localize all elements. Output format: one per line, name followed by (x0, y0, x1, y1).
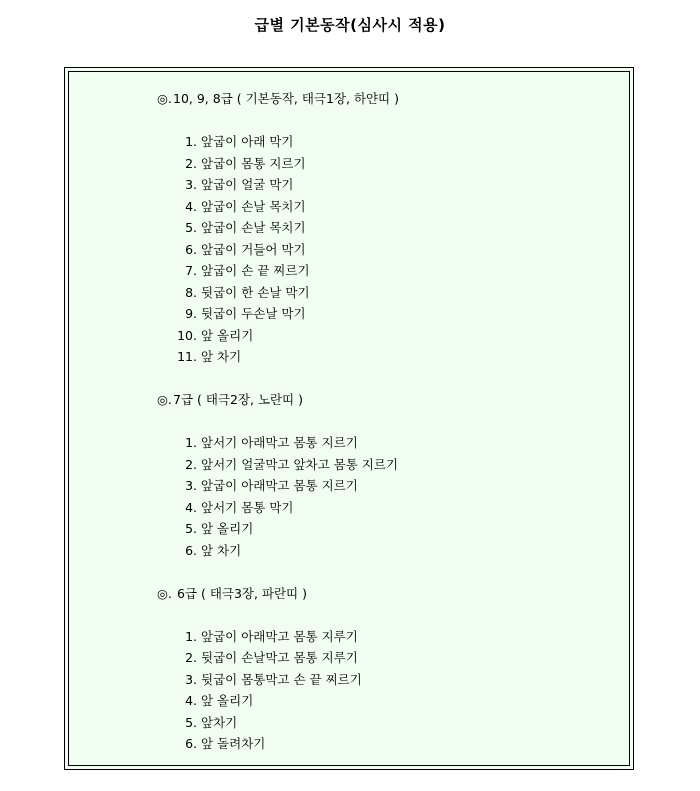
list-item-text: 뒷굽이 손날막고 몸통 지루기 (201, 650, 358, 665)
list-item (157, 282, 399, 304)
list-item (157, 497, 399, 519)
list-item (157, 669, 399, 691)
list-item-number: 6. (185, 241, 197, 257)
list-item-number: 10. (177, 327, 197, 343)
list-item (157, 260, 399, 282)
list-item-number: 6. (185, 736, 197, 751)
list-item-number: 6. (185, 542, 197, 558)
list-item-text: 앞굽이 손날 목치기 (201, 220, 306, 235)
list-item-number: 1. (185, 435, 197, 450)
list-item-text: 앞 차기 (201, 349, 242, 364)
list-item-text: 앞 차기 (201, 542, 242, 558)
list-item-text: 앞굽이 거들어 막기 (201, 241, 306, 257)
content-box (64, 67, 634, 770)
list-item-number: 3. (185, 177, 197, 192)
list-item-text: 앞굽이 아래 막기 (201, 134, 294, 149)
section-bullet-icon: ◎. (157, 585, 172, 601)
list-item-text: 뒷굽이 두손날 막기 (201, 306, 306, 321)
section-heading (157, 389, 399, 411)
list-item-text: 앞 올리기 (201, 521, 254, 536)
section-heading-text: 10, 9, 8급 ( 기본동작, 태극1장, 하얀띠 ) (173, 91, 400, 106)
list-item-text: 뒷굽이 몸통막고 손 끝 찌르기 (201, 671, 362, 687)
list-item (157, 346, 399, 368)
list-item-number: 8. (185, 284, 197, 300)
list-item-text: 앞서기 아래막고 몸통 지르기 (201, 435, 358, 450)
list-item-number: 3. (185, 671, 197, 687)
list-item-number: 5. (185, 714, 197, 730)
list-item (157, 733, 399, 755)
list-item-text: 앞 올리기 (201, 327, 254, 343)
section-bullet-icon: ◎. (157, 392, 172, 407)
list-item-text: 앞차기 (201, 714, 238, 730)
section-heading (157, 583, 399, 605)
list-item-text: 앞서기 얼굴막고 앞차고 몸통 지르기 (201, 456, 399, 472)
list-item-number: 2. (185, 155, 197, 171)
list-item (157, 196, 399, 218)
list-item (157, 303, 399, 325)
list-item-number: 11. (177, 349, 197, 364)
list-item (157, 239, 399, 261)
list-item (157, 626, 399, 648)
section-heading-text: 7급 ( 태극2장, 노란띠 ) (173, 392, 304, 407)
list-item-number: 4. (185, 693, 197, 708)
section-bullet-icon: ◎. (157, 91, 172, 106)
list-item-text: 뒷굽이 한 손날 막기 (201, 284, 310, 300)
section-list (157, 88, 399, 755)
list-item (157, 454, 399, 476)
list-item-text: 앞굽이 몸통 지르기 (201, 155, 306, 171)
list-item-text: 앞굽이 아래막고 몸통 지르기 (201, 478, 358, 493)
list-item (157, 712, 399, 734)
list-item (157, 131, 399, 153)
list-item (157, 690, 399, 712)
list-item (157, 325, 399, 347)
list-item (157, 647, 399, 669)
list-item-text: 앞서기 몸통 막기 (201, 499, 294, 515)
list-item-number: 1. (185, 628, 197, 644)
list-item-text: 앞굽이 얼굴 막기 (201, 177, 294, 192)
list-item-number: 1. (185, 134, 197, 149)
list-item (157, 475, 399, 497)
list-item (157, 518, 399, 540)
list-item-text: 앞굽이 아래막고 몸통 지루기 (201, 628, 358, 644)
list-item (157, 432, 399, 454)
list-item-number: 5. (185, 521, 197, 536)
list-item-number: 3. (185, 478, 197, 493)
section-heading-text: 6급 ( 태극3장, 파란띠 ) (173, 585, 308, 601)
list-item (157, 540, 399, 562)
list-item-number: 5. (185, 220, 197, 235)
list-item-text: 앞 돌려차기 (201, 736, 266, 751)
list-item-number: 7. (185, 263, 197, 278)
list-item (157, 174, 399, 196)
list-item-number: 4. (185, 499, 197, 515)
list-item-number: 2. (185, 456, 197, 472)
section-heading (157, 88, 399, 110)
list-item-text: 앞굽이 손 끝 찌르기 (201, 263, 310, 278)
list-item-number: 2. (185, 650, 197, 665)
list-item-number: 9. (185, 306, 197, 321)
list-item-text: 앞 올리기 (201, 693, 254, 708)
page-title: 급별 기본동작(심사시 적용) (254, 16, 446, 34)
list-item-number: 4. (185, 198, 197, 214)
list-item-text: 앞굽이 손날 목치기 (201, 198, 306, 214)
list-item (157, 153, 399, 175)
list-item (157, 217, 399, 239)
